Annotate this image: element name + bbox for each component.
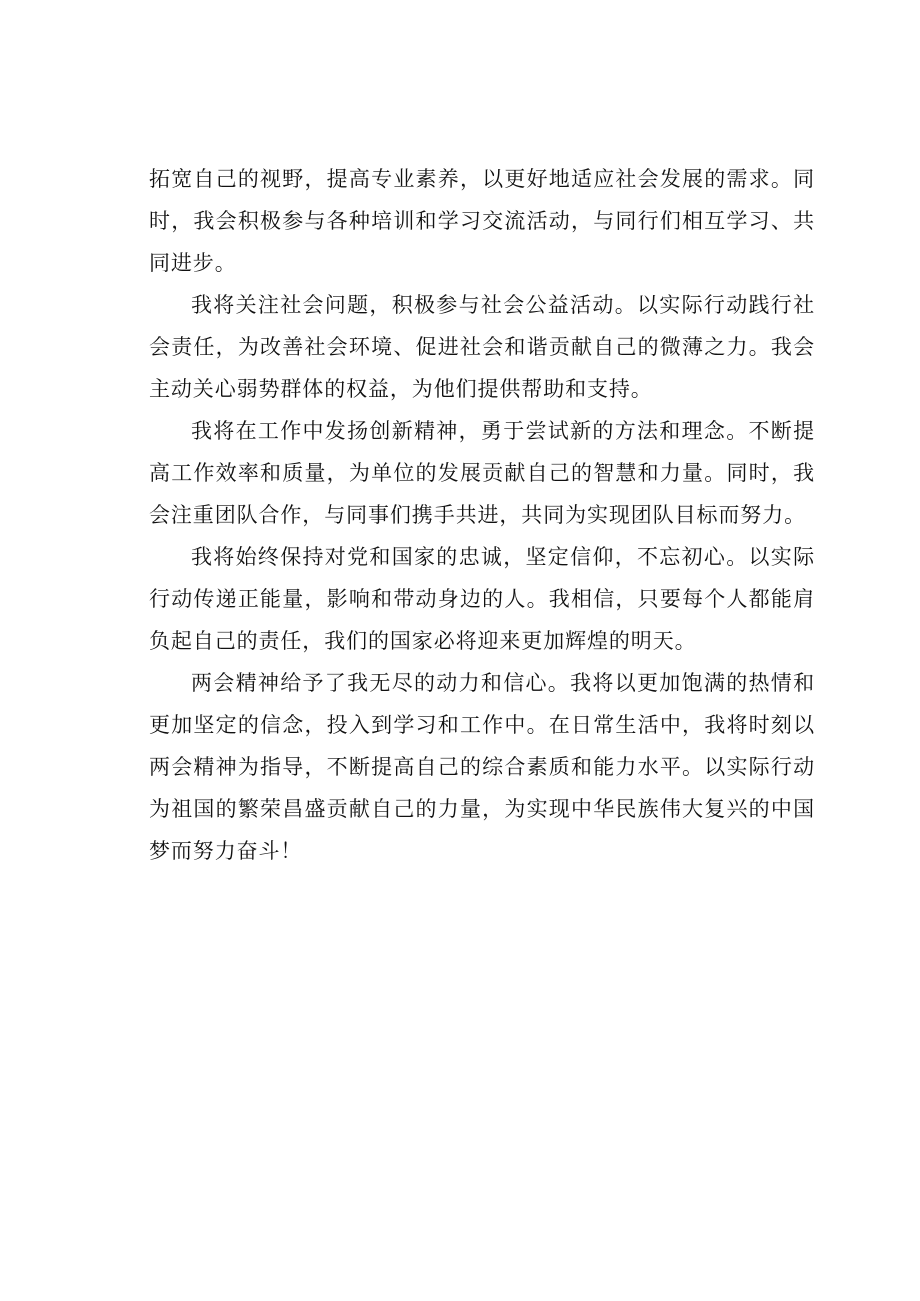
paragraph-4: 我将始终保持对党和国家的忠诚，坚定信仰，不忘初心。以实际行动传递正能量，影响和带动身边的人。我相信，只要每个人都能肩负起自己的责任，我们的国家必将迎来更加辉煌的明天。 <box>149 545 815 653</box>
paragraph-3: 我将在工作中发扬创新精神，勇于尝试新的方法和理念。不断提高工作效率和质量，为单位的发展贡献自己的智慧和力量。同时，我会注重团队合作，与同事们携手共进，共同为实现团队目标而努力。 <box>149 419 815 527</box>
paragraph-2: 我将关注社会问题，积极参与社会公益活动。以实际行动践行社会责任，为改善社会环境、促进社会和谐贡献自己的微薄之力。我会主动关心弱势群体的权益，为他们提供帮助和支持。 <box>149 293 815 401</box>
document-body <box>149 158 815 872</box>
paragraph-1: 拓宽自己的视野，提高专业素养，以更好地适应社会发展的需求。同时，我会积极参与各种培训和学习交流活动，与同行们相互学习、共同进步。 <box>149 167 815 275</box>
paragraph-5: 两会精神给予了我无尽的动力和信心。我将以更加饱满的热情和更加坚定的信念，投入到学习和工作中。在日常生活中，我将时刻以两会精神为指导，不断提高自己的综合素质和能力水平。以实际行动为祖国的繁荣昌盛贡献自己的力量，为实现中华民族伟大复兴的中国梦而努力奋斗！ <box>149 671 815 863</box>
